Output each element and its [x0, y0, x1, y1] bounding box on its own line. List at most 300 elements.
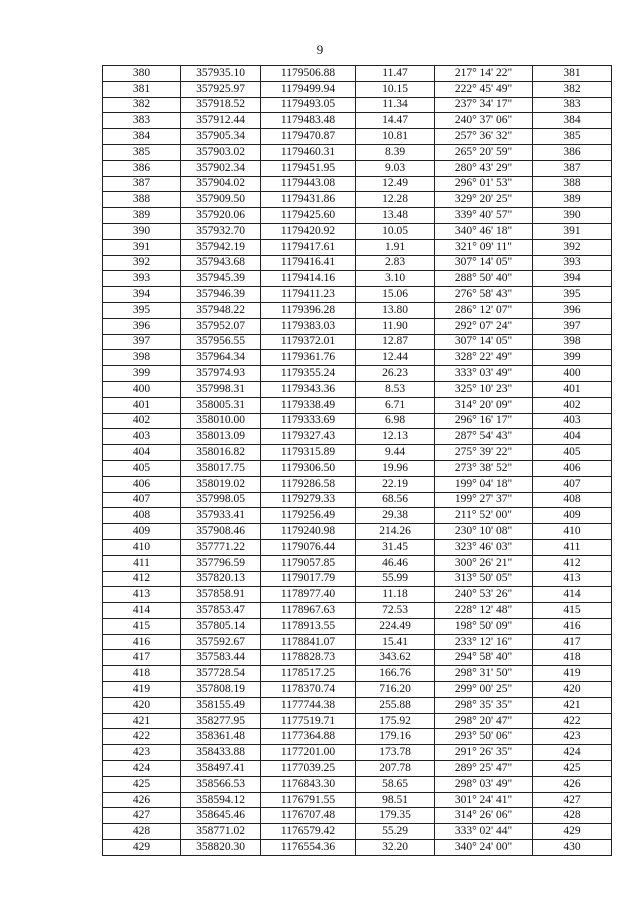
x-coordinate: 357998.05 [181, 492, 261, 508]
direction-angle: 301° 24' 41" [435, 792, 533, 808]
y-coordinate: 1179279.33 [261, 492, 356, 508]
point-number: 384 [103, 129, 181, 145]
x-coordinate: 357592.67 [181, 634, 261, 650]
distance: 179.35 [356, 808, 435, 824]
direction-angle: 329° 20' 25" [435, 192, 533, 208]
y-coordinate: 1177364.88 [261, 729, 356, 745]
next-point-number: 416 [533, 618, 612, 634]
table-row [103, 445, 612, 461]
point-number: 383 [103, 113, 181, 129]
table-row [103, 824, 612, 840]
x-coordinate: 357904.02 [181, 176, 261, 192]
table-row [103, 287, 612, 303]
distance: 9.44 [356, 445, 435, 461]
distance: 14.47 [356, 113, 435, 129]
x-coordinate: 358594.12 [181, 792, 261, 808]
point-number: 417 [103, 650, 181, 666]
direction-angle: 325° 10' 23" [435, 381, 533, 397]
x-coordinate: 358277.95 [181, 713, 261, 729]
x-coordinate: 357935.10 [181, 66, 261, 82]
y-coordinate: 1176843.30 [261, 776, 356, 792]
y-coordinate: 1178967.63 [261, 603, 356, 619]
direction-angle: 230° 10' 08" [435, 524, 533, 540]
table-row [103, 745, 612, 761]
y-coordinate: 1176579.42 [261, 824, 356, 840]
direction-angle: 240° 53' 26" [435, 587, 533, 603]
table-row [103, 666, 612, 682]
distance: 98.51 [356, 792, 435, 808]
distance: 32.20 [356, 840, 435, 856]
point-number: 388 [103, 192, 181, 208]
point-number: 429 [103, 840, 181, 856]
table-row [103, 113, 612, 129]
table-row [103, 713, 612, 729]
table-row [103, 618, 612, 634]
y-coordinate: 1179460.31 [261, 144, 356, 160]
next-point-number: 412 [533, 555, 612, 571]
y-coordinate: 1179306.50 [261, 460, 356, 476]
point-number: 414 [103, 603, 181, 619]
direction-angle: 340° 24' 00" [435, 840, 533, 856]
direction-angle: 298° 35' 35" [435, 697, 533, 713]
x-coordinate: 357796.59 [181, 555, 261, 571]
distance: 8.39 [356, 144, 435, 160]
x-coordinate: 358433.88 [181, 745, 261, 761]
next-point-number: 401 [533, 381, 612, 397]
table-row [103, 555, 612, 571]
x-coordinate: 358771.02 [181, 824, 261, 840]
next-point-number: 415 [533, 603, 612, 619]
x-coordinate: 357925.97 [181, 81, 261, 97]
point-number: 421 [103, 713, 181, 729]
table-row [103, 524, 612, 540]
next-point-number: 422 [533, 713, 612, 729]
y-coordinate: 1179425.60 [261, 208, 356, 224]
x-coordinate: 358019.02 [181, 476, 261, 492]
distance: 11.18 [356, 587, 435, 603]
point-number: 390 [103, 223, 181, 239]
direction-angle: 339° 40' 57" [435, 208, 533, 224]
table-row [103, 66, 612, 82]
page-number: 9 [316, 42, 324, 57]
x-coordinate: 358820.30 [181, 840, 261, 856]
distance: 173.78 [356, 745, 435, 761]
point-number: 425 [103, 776, 181, 792]
direction-angle: 307° 14' 05" [435, 255, 533, 271]
point-number: 400 [103, 381, 181, 397]
distance: 13.48 [356, 208, 435, 224]
y-coordinate: 1179327.43 [261, 429, 356, 445]
next-point-number: 420 [533, 682, 612, 698]
distance: 68.56 [356, 492, 435, 508]
table-row [103, 808, 612, 824]
y-coordinate: 1176707.48 [261, 808, 356, 824]
x-coordinate: 357909.50 [181, 192, 261, 208]
next-point-number: 418 [533, 650, 612, 666]
point-number: 419 [103, 682, 181, 698]
direction-angle: 296° 01' 53" [435, 176, 533, 192]
distance: 11.90 [356, 318, 435, 334]
direction-angle: 333° 03' 49" [435, 366, 533, 382]
y-coordinate: 1179372.01 [261, 334, 356, 350]
point-number: 410 [103, 539, 181, 555]
point-number: 382 [103, 97, 181, 113]
y-coordinate: 1179057.85 [261, 555, 356, 571]
x-coordinate: 357918.52 [181, 97, 261, 113]
direction-angle: 199° 27' 37" [435, 492, 533, 508]
table-row [103, 508, 612, 524]
point-number: 393 [103, 271, 181, 287]
next-point-number: 413 [533, 571, 612, 587]
y-coordinate: 1179417.61 [261, 239, 356, 255]
next-point-number: 407 [533, 476, 612, 492]
table-row [103, 366, 612, 382]
y-coordinate: 1177039.25 [261, 761, 356, 777]
next-point-number: 419 [533, 666, 612, 682]
direction-angle: 211° 52' 00" [435, 508, 533, 524]
point-number: 401 [103, 397, 181, 413]
table-row [103, 144, 612, 160]
y-coordinate: 1179383.03 [261, 318, 356, 334]
table-row [103, 429, 612, 445]
direction-angle: 199° 04' 18" [435, 476, 533, 492]
table-row [103, 208, 612, 224]
point-number: 406 [103, 476, 181, 492]
table-row [103, 729, 612, 745]
y-coordinate: 1179017.79 [261, 571, 356, 587]
x-coordinate: 358013.09 [181, 429, 261, 445]
y-coordinate: 1179443.08 [261, 176, 356, 192]
direction-angle: 333° 02' 44" [435, 824, 533, 840]
table-row [103, 761, 612, 777]
next-point-number: 421 [533, 697, 612, 713]
table-body [103, 66, 612, 856]
distance: 343.62 [356, 650, 435, 666]
x-coordinate: 357728.54 [181, 666, 261, 682]
point-number: 397 [103, 334, 181, 350]
y-coordinate: 1179286.58 [261, 476, 356, 492]
point-number: 399 [103, 366, 181, 382]
x-coordinate: 357948.22 [181, 302, 261, 318]
y-coordinate: 1179333.69 [261, 413, 356, 429]
direction-angle: 314° 20' 09" [435, 397, 533, 413]
direction-angle: 293° 50' 06" [435, 729, 533, 745]
x-coordinate: 358566.53 [181, 776, 261, 792]
y-coordinate: 1179416.41 [261, 255, 356, 271]
next-point-number: 427 [533, 792, 612, 808]
table-row [103, 397, 612, 413]
next-point-number: 425 [533, 761, 612, 777]
point-number: 409 [103, 524, 181, 540]
distance: 10.15 [356, 81, 435, 97]
y-coordinate: 1177744.38 [261, 697, 356, 713]
x-coordinate: 358010.00 [181, 413, 261, 429]
table-row [103, 697, 612, 713]
y-coordinate: 1179361.76 [261, 350, 356, 366]
next-point-number: 381 [533, 66, 612, 82]
y-coordinate: 1178828.73 [261, 650, 356, 666]
y-coordinate: 1179451.95 [261, 160, 356, 176]
y-coordinate: 1179396.28 [261, 302, 356, 318]
point-number: 392 [103, 255, 181, 271]
table-row [103, 255, 612, 271]
x-coordinate: 358361.48 [181, 729, 261, 745]
distance: 12.87 [356, 334, 435, 350]
table-row [103, 318, 612, 334]
next-point-number: 387 [533, 160, 612, 176]
direction-angle: 292° 07' 24" [435, 318, 533, 334]
direction-angle: 222° 45' 49" [435, 81, 533, 97]
distance: 72.53 [356, 603, 435, 619]
point-number: 385 [103, 144, 181, 160]
distance: 166.76 [356, 666, 435, 682]
x-coordinate: 357808.19 [181, 682, 261, 698]
table-row [103, 160, 612, 176]
table-row [103, 223, 612, 239]
direction-angle: 294° 58' 40" [435, 650, 533, 666]
x-coordinate: 358645.46 [181, 808, 261, 824]
x-coordinate: 357902.34 [181, 160, 261, 176]
next-point-number: 428 [533, 808, 612, 824]
direction-angle: 217° 14' 22" [435, 66, 533, 82]
distance: 55.99 [356, 571, 435, 587]
point-number: 396 [103, 318, 181, 334]
point-number: 403 [103, 429, 181, 445]
table-row [103, 81, 612, 97]
table-row [103, 239, 612, 255]
distance: 55.29 [356, 824, 435, 840]
table-row [103, 587, 612, 603]
x-coordinate: 358497.41 [181, 761, 261, 777]
x-coordinate: 358017.75 [181, 460, 261, 476]
table-row [103, 571, 612, 587]
direction-angle: 300° 26' 21" [435, 555, 533, 571]
distance: 8.53 [356, 381, 435, 397]
next-point-number: 426 [533, 776, 612, 792]
direction-angle: 296° 16' 17" [435, 413, 533, 429]
distance: 12.13 [356, 429, 435, 445]
distance: 10.81 [356, 129, 435, 145]
direction-angle: 321° 09' 11" [435, 239, 533, 255]
direction-angle: 291° 26' 35" [435, 745, 533, 761]
table-row [103, 603, 612, 619]
x-coordinate: 357583.44 [181, 650, 261, 666]
x-coordinate: 357974.93 [181, 366, 261, 382]
x-coordinate: 357771.22 [181, 539, 261, 555]
y-coordinate: 1177201.00 [261, 745, 356, 761]
next-point-number: 388 [533, 176, 612, 192]
next-point-number: 400 [533, 366, 612, 382]
direction-angle: 233° 12' 16" [435, 634, 533, 650]
direction-angle: 228° 12' 48" [435, 603, 533, 619]
table-row [103, 492, 612, 508]
direction-angle: 257° 36' 32" [435, 129, 533, 145]
y-coordinate: 1176554.36 [261, 840, 356, 856]
x-coordinate: 357998.31 [181, 381, 261, 397]
next-point-number: 395 [533, 287, 612, 303]
y-coordinate: 1176791.55 [261, 792, 356, 808]
next-point-number: 385 [533, 129, 612, 145]
x-coordinate: 357964.34 [181, 350, 261, 366]
next-point-number: 410 [533, 524, 612, 540]
next-point-number: 409 [533, 508, 612, 524]
table-row [103, 302, 612, 318]
x-coordinate: 357853.47 [181, 603, 261, 619]
direction-angle: 298° 03' 49" [435, 776, 533, 792]
point-number: 418 [103, 666, 181, 682]
x-coordinate: 357920.06 [181, 208, 261, 224]
x-coordinate: 357932.70 [181, 223, 261, 239]
table-row [103, 413, 612, 429]
distance: 3.10 [356, 271, 435, 287]
point-number: 422 [103, 729, 181, 745]
direction-angle: 288° 50' 40" [435, 271, 533, 287]
distance: 175.92 [356, 713, 435, 729]
y-coordinate: 1179483.48 [261, 113, 356, 129]
table-row [103, 192, 612, 208]
table-row [103, 381, 612, 397]
x-coordinate: 357903.02 [181, 144, 261, 160]
x-coordinate: 357942.19 [181, 239, 261, 255]
next-point-number: 406 [533, 460, 612, 476]
direction-angle: 289° 25' 47" [435, 761, 533, 777]
x-coordinate: 357943.68 [181, 255, 261, 271]
table-row [103, 539, 612, 555]
distance: 46.46 [356, 555, 435, 571]
next-point-number: 399 [533, 350, 612, 366]
y-coordinate: 1179355.24 [261, 366, 356, 382]
y-coordinate: 1178370.74 [261, 682, 356, 698]
direction-angle: 298° 20' 47" [435, 713, 533, 729]
x-coordinate: 357945.39 [181, 271, 261, 287]
distance: 11.34 [356, 97, 435, 113]
direction-angle: 237° 34' 17" [435, 97, 533, 113]
x-coordinate: 357820.13 [181, 571, 261, 587]
distance: 15.41 [356, 634, 435, 650]
next-point-number: 389 [533, 192, 612, 208]
table-row [103, 350, 612, 366]
y-coordinate: 1179499.94 [261, 81, 356, 97]
coordinates-table [102, 65, 612, 856]
next-point-number: 397 [533, 318, 612, 334]
y-coordinate: 1179506.88 [261, 66, 356, 82]
x-coordinate: 357933.41 [181, 508, 261, 524]
x-coordinate: 357858.91 [181, 587, 261, 603]
table-row [103, 792, 612, 808]
point-number: 423 [103, 745, 181, 761]
next-point-number: 392 [533, 239, 612, 255]
direction-angle: 198° 50' 09" [435, 618, 533, 634]
distance: 12.28 [356, 192, 435, 208]
direction-angle: 323° 46' 03" [435, 539, 533, 555]
point-number: 412 [103, 571, 181, 587]
point-number: 389 [103, 208, 181, 224]
y-coordinate: 1179315.89 [261, 445, 356, 461]
distance: 12.49 [356, 176, 435, 192]
y-coordinate: 1179338.49 [261, 397, 356, 413]
direction-angle: 276° 58' 43" [435, 287, 533, 303]
y-coordinate: 1179076.44 [261, 539, 356, 555]
point-number: 398 [103, 350, 181, 366]
x-coordinate: 358016.82 [181, 445, 261, 461]
table-row [103, 650, 612, 666]
point-number: 428 [103, 824, 181, 840]
next-point-number: 398 [533, 334, 612, 350]
distance: 716.20 [356, 682, 435, 698]
next-point-number: 390 [533, 208, 612, 224]
direction-angle: 240° 37' 06" [435, 113, 533, 129]
y-coordinate: 1179414.16 [261, 271, 356, 287]
x-coordinate: 358005.31 [181, 397, 261, 413]
next-point-number: 386 [533, 144, 612, 160]
point-number: 424 [103, 761, 181, 777]
next-point-number: 408 [533, 492, 612, 508]
table-row [103, 476, 612, 492]
distance: 214.26 [356, 524, 435, 540]
table-row [103, 334, 612, 350]
distance: 31.45 [356, 539, 435, 555]
point-number: 404 [103, 445, 181, 461]
next-point-number: 414 [533, 587, 612, 603]
y-coordinate: 1178977.40 [261, 587, 356, 603]
next-point-number: 393 [533, 255, 612, 271]
direction-angle: 314° 26' 06" [435, 808, 533, 824]
point-number: 381 [103, 81, 181, 97]
y-coordinate: 1179420.92 [261, 223, 356, 239]
distance: 255.88 [356, 697, 435, 713]
next-point-number: 403 [533, 413, 612, 429]
direction-angle: 275° 39' 22" [435, 445, 533, 461]
next-point-number: 384 [533, 113, 612, 129]
distance: 6.71 [356, 397, 435, 413]
x-coordinate: 357805.14 [181, 618, 261, 634]
direction-angle: 328° 22' 49" [435, 350, 533, 366]
y-coordinate: 1179493.05 [261, 97, 356, 113]
y-coordinate: 1179256.49 [261, 508, 356, 524]
x-coordinate: 357952.07 [181, 318, 261, 334]
x-coordinate: 357908.46 [181, 524, 261, 540]
y-coordinate: 1179411.23 [261, 287, 356, 303]
distance: 11.47 [356, 66, 435, 82]
direction-angle: 265° 20' 59" [435, 144, 533, 160]
distance: 15.06 [356, 287, 435, 303]
direction-angle: 286° 12' 07" [435, 302, 533, 318]
next-point-number: 394 [533, 271, 612, 287]
next-point-number: 391 [533, 223, 612, 239]
point-number: 427 [103, 808, 181, 824]
point-number: 411 [103, 555, 181, 571]
point-number: 405 [103, 460, 181, 476]
distance: 224.49 [356, 618, 435, 634]
distance: 22.19 [356, 476, 435, 492]
point-number: 391 [103, 239, 181, 255]
y-coordinate: 1177519.71 [261, 713, 356, 729]
direction-angle: 299° 00' 25" [435, 682, 533, 698]
direction-angle: 340° 46' 18" [435, 223, 533, 239]
point-number: 394 [103, 287, 181, 303]
direction-angle: 280° 43' 29" [435, 160, 533, 176]
direction-angle: 287° 54' 43" [435, 429, 533, 445]
next-point-number: 382 [533, 81, 612, 97]
table-row [103, 97, 612, 113]
table-row [103, 776, 612, 792]
direction-angle: 298° 31' 50" [435, 666, 533, 682]
distance: 9.03 [356, 160, 435, 176]
distance: 1.91 [356, 239, 435, 255]
distance: 10.05 [356, 223, 435, 239]
x-coordinate: 357912.44 [181, 113, 261, 129]
distance: 26.23 [356, 366, 435, 382]
